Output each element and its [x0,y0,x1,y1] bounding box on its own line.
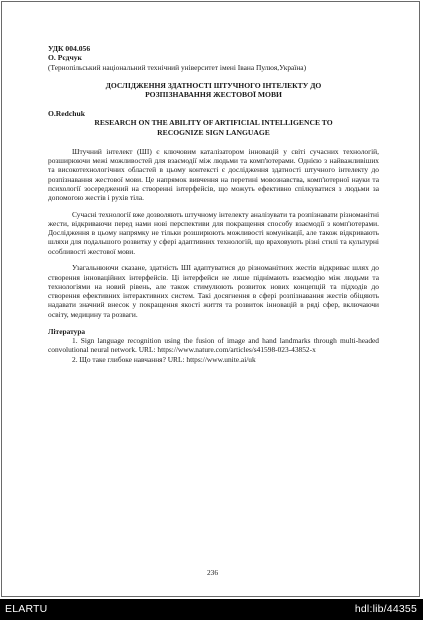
document-page [1,1,420,597]
reference-item: 1. Sign language recognition using the fusion of image and hand landmarks through multi-headed convolutional neural network. URL: https://www.nature.com/articles/s41598-023-43852-x [48,336,379,355]
paragraph: Узагальнюючи сказане, здатність ШІ адаптуватися до різноманітних жестів відкриває шлях до створення інноваційних інтерфейсів. Ці інтерфейси не лише піднімають взаємодію між людьми та технологіями на новий рівень, але також стимулюють розвиток нових концепцій та підходів до створення ефективних інтерактивних систем. Такі досягнення в сфері розпізнавання жестів обіцяють надавати значний внесок у покращення якості життя та розвиток інновацій в ряді сфер, включаючи освіту, медицину та розваги. [48,263,379,319]
title-en: RESEARCH ON THE ABILITY OF ARTIFICIAL INTELLIGENCE TO RECOGNIZE SIGN LANGUAGE [94,118,333,137]
paragraph: Сучасні технології вже дозволяють штучному інтелекту аналізувати та розпізнавати різноманітні жести, відкриваючи перед нами нові перспективи для покращення способу взаємодії з комп'ютерами. Дослідження в цьому напрямку не тільки розширюють можливості комунікації, але також відкривають шляхи для подальшого розвитку у сфері адаптивних технологій, що враховують різні стилі та культурні особливості жестової мови. [48,209,379,256]
page-number: 236 [206,568,219,577]
paragraph: Штучний інтелект (ШІ) є ключовим каталізатором інновацій у світі сучасних технологій, розширюючи межі можливостей для взаємодії між людьми та комп'ютерами. Однією з найважливіших та високотехнологічних областей в цьому контексті є дослідження здатності штучного інтелекту до розпізнавання жестової мови. Це напрямок вивчення на перетині мовознавства, комп'ютерної науки та психології зосереджений на створенні інтерфейсів, що можуть ефективно спілкуватися з людьми за допомогою жестів і рухів тіла. [48,146,379,203]
repository-footer-bar [0,599,423,620]
author-ua: О. Рєдчук [48,53,82,63]
handle-id: hdl:lib/44355 [354,603,417,615]
paper-content [48,44,379,364]
udc-code: УДК 004.056 [48,44,91,53]
repository-name: ELARTU [5,603,48,615]
title-ua: ДОСЛІДЖЕННЯ ЗДАТНОСТІ ШТУЧНОГО ІНТЕЛЕКТУ ДО РОЗПІЗНАВАННЯ ЖЕСТОВОЇ МОВИ [105,80,322,99]
references-heading: Література [48,326,86,336]
affiliation: (Тернопільський національний технічний університет імені Івана Пулюя,Україна) [48,62,307,72]
author-en: O.Redchuk [48,109,85,119]
body-text [48,147,379,319]
reference-item: 2. Що таке глибоке навчання? URL: https://www.unite.ai/uk [72,354,256,364]
